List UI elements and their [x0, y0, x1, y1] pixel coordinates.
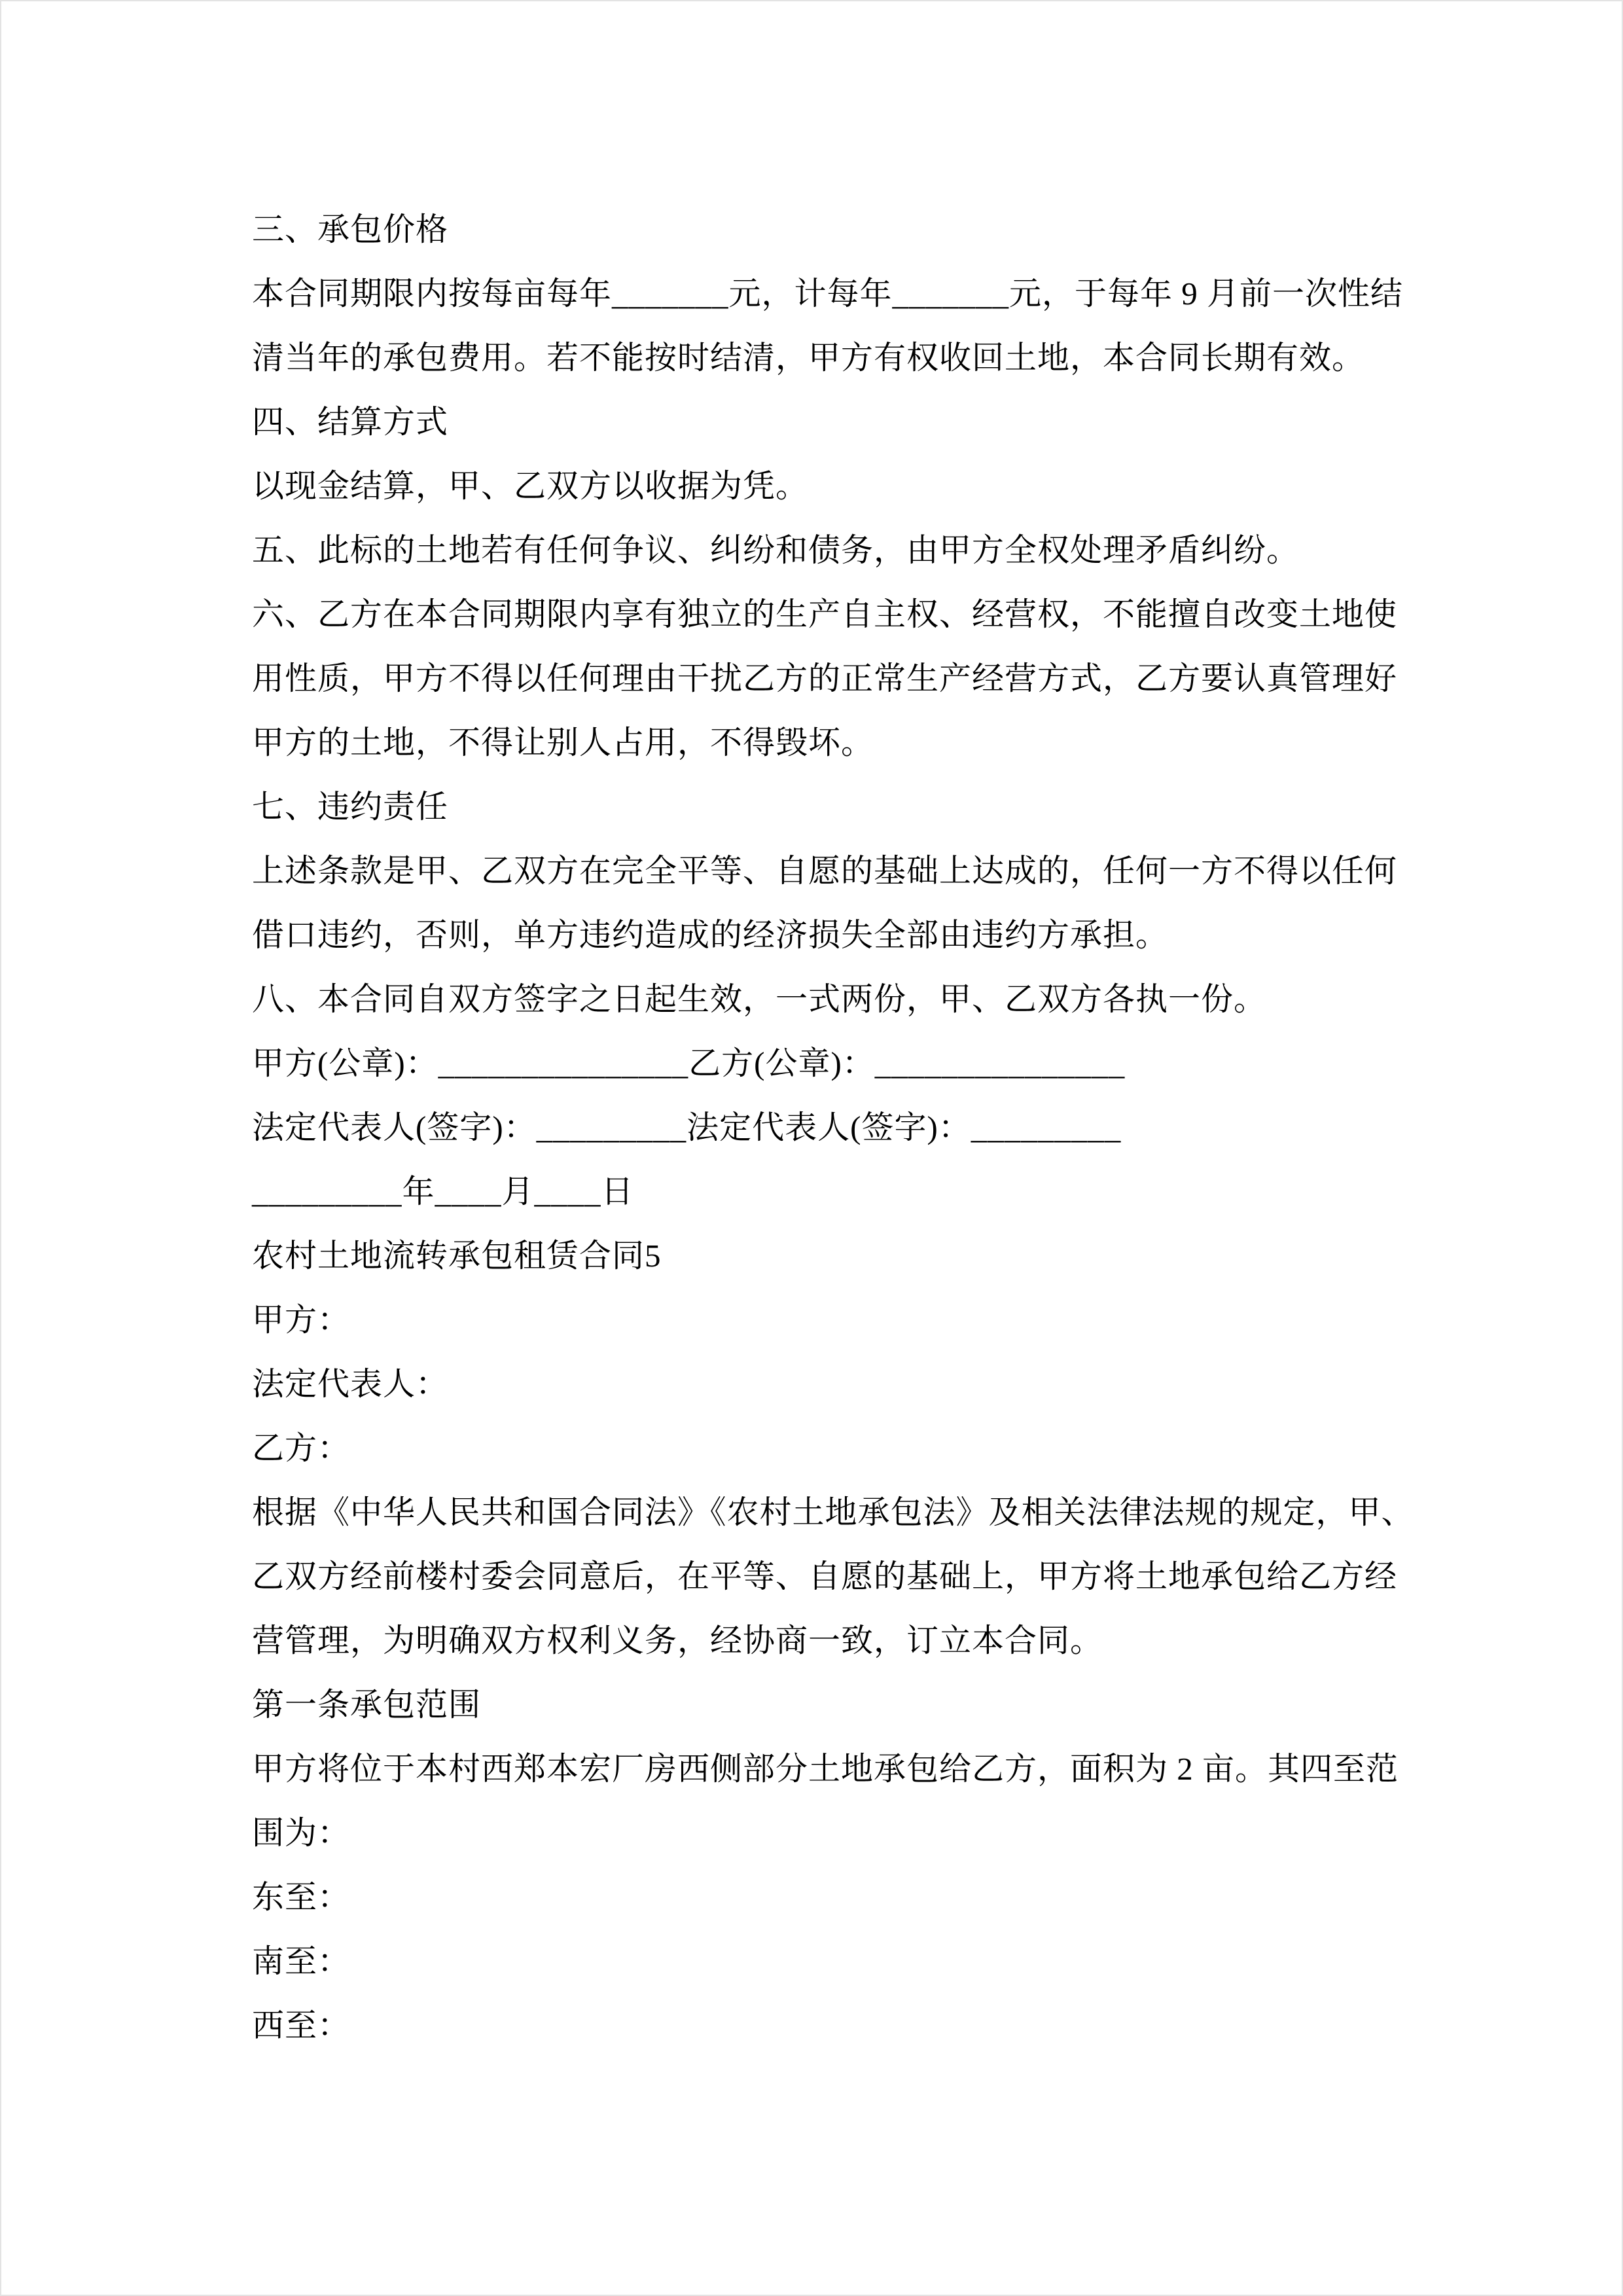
text-line: 乙双方经前楼村委会同意后，在平等、自愿的基础上，甲方将土地承包给乙方经: [252, 1558, 1398, 1594]
text-line: 根据《中华人民共和国合同法》《农村土地承包法》及相关法律法规的规定，甲、: [252, 1494, 1414, 1530]
text-line: 甲方将位于本村西郑本宏厂房西侧部分土地承包给乙方，面积为 2 亩。其四至范: [252, 1751, 1399, 1787]
text-line: 以现金结算，甲、乙双方以收据为凭。: [252, 468, 809, 504]
section-heading-price: 三、承包价格: [252, 211, 449, 247]
text-line: 五、此标的土地若有任何争议、纠纷和债务，由甲方全权处理矛盾纠纷。: [252, 532, 1300, 568]
text-line: 甲方的土地，不得让别人占用，不得毁坏。: [252, 725, 874, 761]
text-line: 六、乙方在本合同期限内享有独立的生产自主权、经营权，不能擅自改变土地使: [252, 596, 1398, 632]
text-line: 营管理，为明确双方权利义务，经协商一致，订立本合同。: [252, 1623, 1103, 1659]
text-line: 上述条款是甲、乙双方在完全平等、自愿的基础上达成的，任何一方不得以任何: [252, 853, 1398, 889]
signature-line-party-seals: 甲方(公章)：_______________乙方(公章)：_______________: [252, 1045, 1126, 1081]
text-line: 围为：: [252, 1815, 351, 1851]
signature-line-representatives: 法定代表人(签字)：_________法定代表人(签字)：_________: [252, 1109, 1122, 1145]
boundary-west-label: 西至：: [252, 2007, 351, 2043]
section-heading-breach: 七、违约责任: [252, 789, 449, 825]
boundary-south-label: 南至：: [252, 1943, 351, 1979]
text-line: 用性质，甲方不得以任何理由干扰乙方的正常生产经营方式，乙方要认真管理好: [252, 660, 1398, 696]
text-line: 八、本合同自双方签字之日起生效，一式两份，甲、乙双方各执一份。: [252, 981, 1267, 1017]
text-line: 借口违约，否则，单方违约造成的经济损失全部由违约方承担。: [252, 917, 1169, 953]
party-a-label: 甲方：: [252, 1302, 351, 1338]
text-line: 本合同期限内按每亩每年_______元，计每年_______元，于每年 9 月前一次性结: [252, 276, 1404, 312]
text-line: 清当年的承包费用。若不能按时结清，甲方有权收回土地，本合同长期有效。: [252, 340, 1365, 376]
contract-body: [252, 198, 1414, 2058]
legal-representative-label: 法定代表人：: [252, 1366, 449, 1402]
signature-line-date: _________年____月____日: [252, 1174, 634, 1210]
section-heading-scope: 第一条承包范围: [252, 1687, 482, 1723]
section-heading-settlement: 四、结算方式: [252, 404, 449, 440]
boundary-east-label: 东至：: [252, 1879, 351, 1915]
party-b-label: 乙方：: [252, 1430, 351, 1466]
document-title: 农村土地流转承包租赁合同5: [252, 1238, 662, 1274]
